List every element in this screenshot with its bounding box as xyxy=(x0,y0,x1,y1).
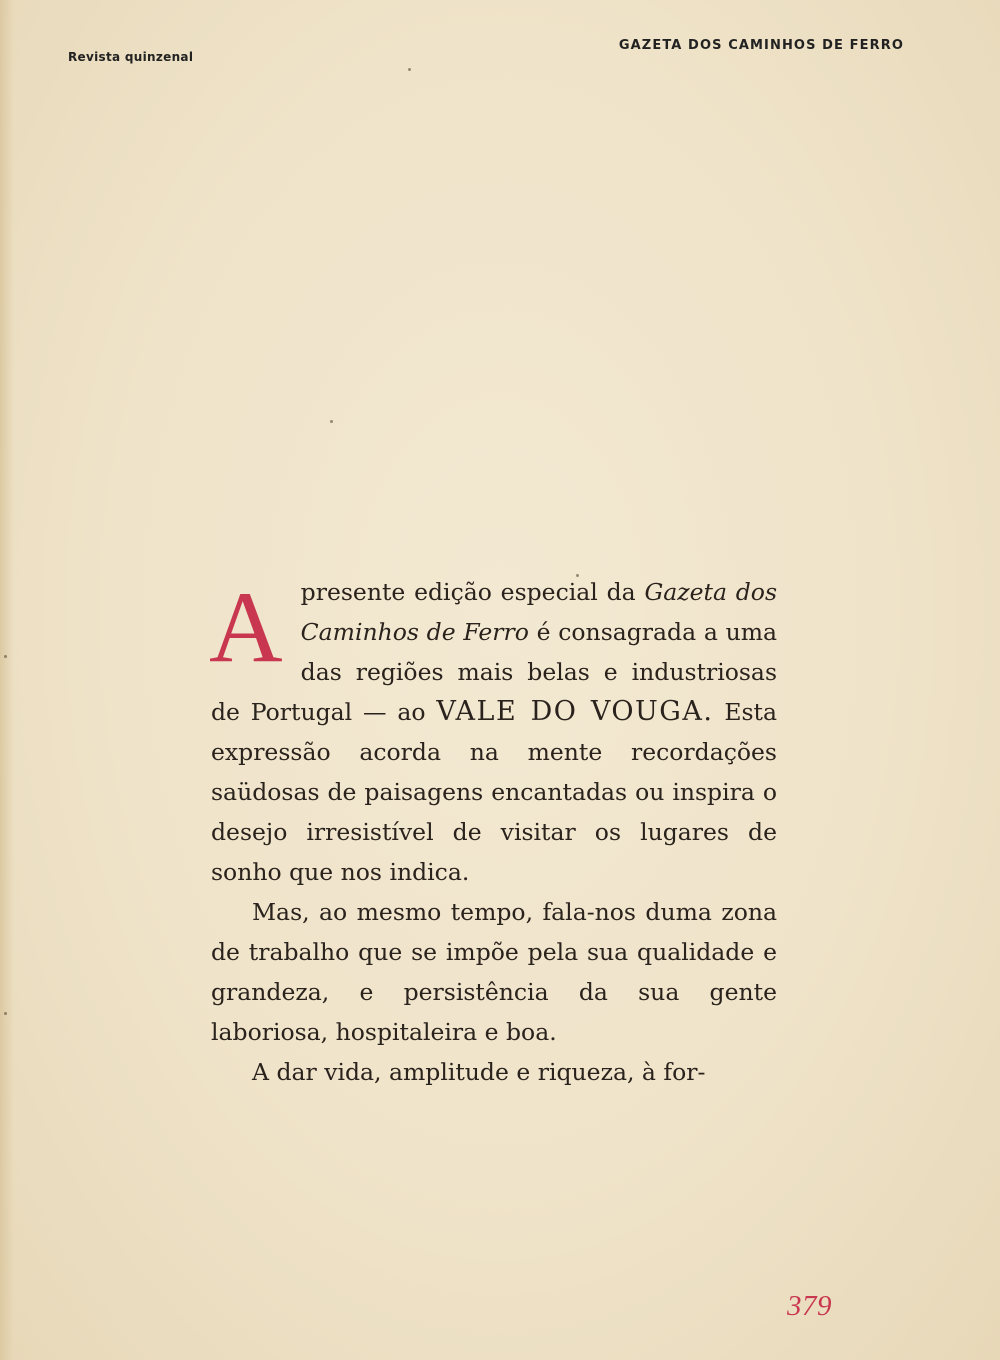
region-name: VALE DO VOUGA. xyxy=(436,696,714,727)
paragraph-3: A dar vida, amplitude e riqueza, à for- xyxy=(252,1058,706,1086)
header-subtitle: Revista quinzenal xyxy=(68,50,194,64)
article-body xyxy=(211,572,777,1092)
header-title: GAZETA DOS CAMINHOS DE FERRO xyxy=(618,38,904,53)
paragraph-1 xyxy=(211,572,777,892)
page-number: 379 xyxy=(787,1290,832,1322)
drop-cap: A xyxy=(209,571,283,684)
page-edge-shadow xyxy=(0,0,14,1360)
paper-speck xyxy=(4,655,7,658)
paper-speck xyxy=(4,1012,7,1015)
paragraph-1-text: presente edição especial da xyxy=(300,578,645,606)
publication-name: Gazeta dos Caminhos de Ferro xyxy=(300,578,778,646)
paragraph-1-text-end: Esta expressão acorda na mente recordações saüdosas de paisagens encantadas ou inspira o desejo irresistível de visitar os lugares de sonho que nos indica. xyxy=(211,698,777,886)
paper-speck xyxy=(330,420,333,423)
paper-speck xyxy=(408,68,411,71)
paragraph-1-text-cont: é consagrada a uma das regiões mais belas e industriosas de Portugal — ao xyxy=(211,618,777,726)
paragraph-2: Mas, ao mesmo tempo, fala-nos duma zona de trabalho que se impõe pela sua qualidade e grandeza, e persistência da sua gente laboriosa, hospitaleira e boa. xyxy=(211,898,777,1046)
